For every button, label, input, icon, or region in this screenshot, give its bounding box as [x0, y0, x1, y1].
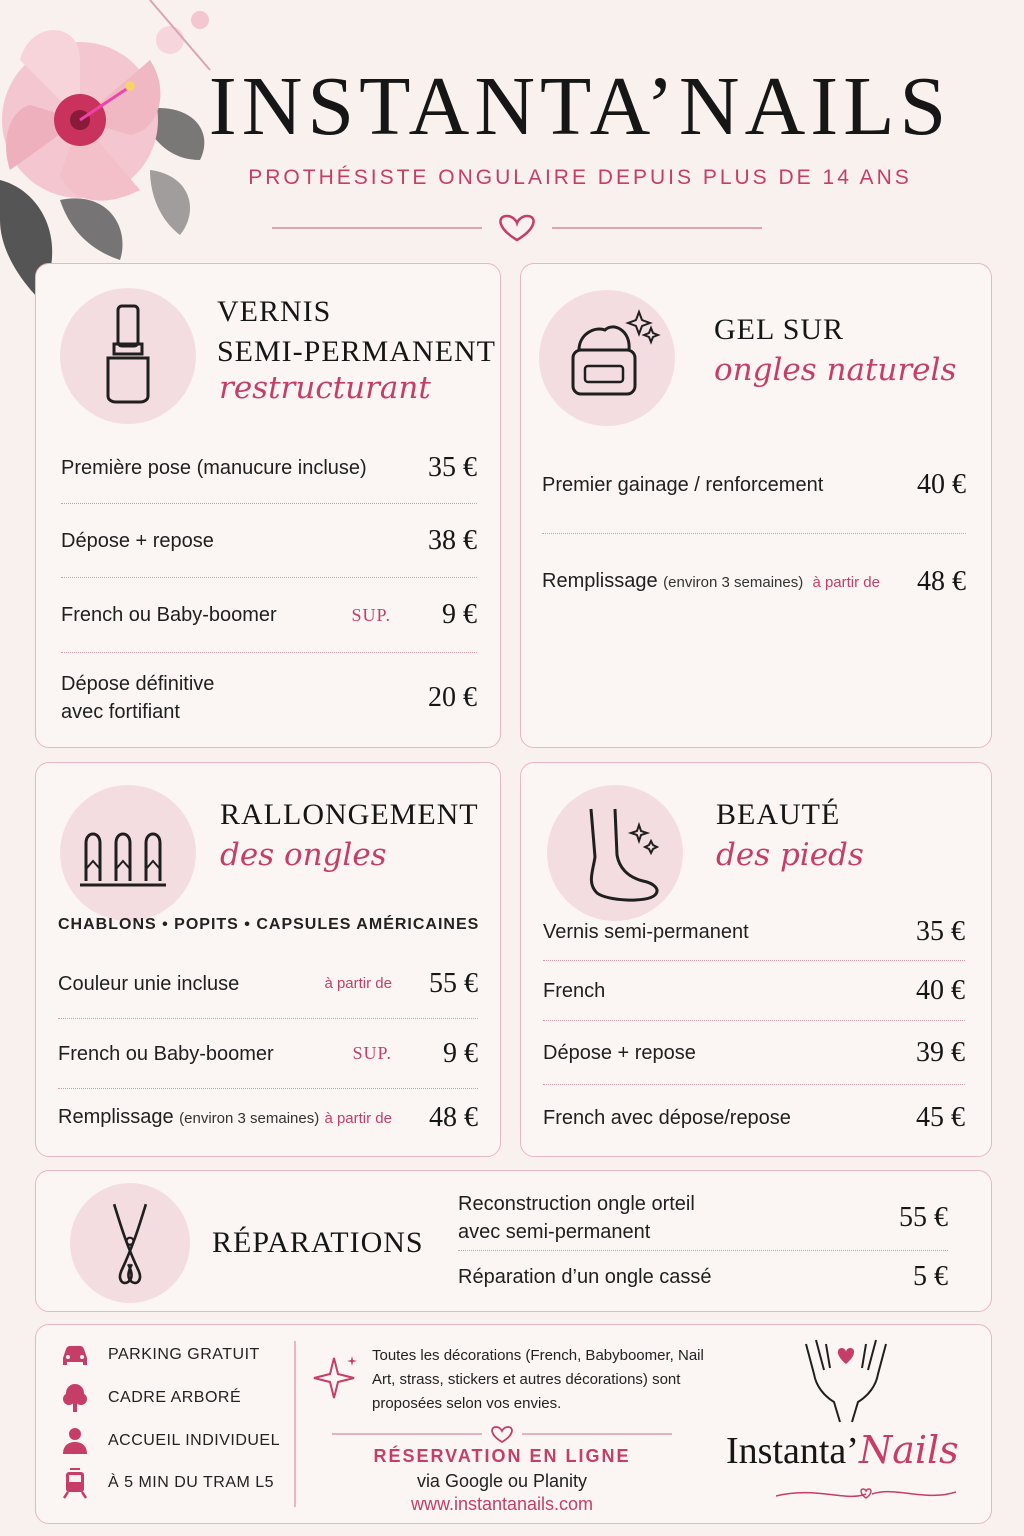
gel-script: ongles naturels: [714, 352, 957, 388]
row-label-line2: avec semi-permanent: [458, 1220, 651, 1243]
rallongement-card: [35, 762, 501, 1157]
row-label: French ou Baby-boomer: [58, 1042, 274, 1065]
brand-subtitle: PROTHÉSISTE ONGULAIRE DEPUIS PLUS DE 14 ANS: [248, 166, 912, 189]
row-price: 48 €: [429, 1102, 478, 1133]
rallongement-tagline: CHABLONS • POPITS • CAPSULES AMÉRICAINES: [58, 916, 480, 933]
gel-card: [520, 263, 992, 748]
price-row: [542, 436, 966, 534]
row-label: French ou Baby-boomer: [61, 604, 277, 626]
tram-icon: [58, 1466, 92, 1500]
footer-divider: [294, 1341, 296, 1507]
price-row: [58, 1019, 478, 1089]
row-label: Remplissage: [542, 570, 658, 592]
heart-divider: [272, 212, 762, 248]
row-price: 35 €: [916, 915, 965, 947]
pieds-card: [520, 762, 992, 1157]
row-price: 5 €: [913, 1261, 948, 1292]
row-label: Premier gainage / renforcement: [542, 473, 824, 496]
row-sup: SUP.: [351, 604, 391, 625]
row-price: 40 €: [916, 974, 965, 1006]
gel-title: GEL SUR: [714, 313, 845, 346]
row-price: 55 €: [899, 1201, 948, 1233]
price-row: [543, 903, 965, 961]
feature-label: ACCUEIL INDIVIDUEL: [108, 1432, 280, 1449]
website-link[interactable]: www.instantanails.com: [410, 1494, 594, 1514]
long-nails-icon: [60, 785, 196, 921]
row-price: 45 €: [916, 1102, 965, 1133]
feature-label: À 5 MIN DU TRAM L5: [108, 1474, 275, 1491]
nail-clipper-icon: [70, 1183, 190, 1303]
pieds-title: BEAUTÉ: [716, 798, 841, 831]
vernis-title-line2: SEMI-PERMANENT: [217, 335, 497, 368]
price-row: [61, 432, 477, 504]
row-price: 48 €: [917, 566, 966, 597]
row-note: (environ 3 semaines): [179, 1110, 320, 1127]
foot-icon: [547, 785, 683, 921]
price-row: [543, 1021, 965, 1085]
rallongement-script: des ongles: [220, 837, 387, 873]
hands-heart-logo-icon: [796, 1334, 896, 1426]
price-row: [58, 949, 478, 1019]
vernis-script: restructurant: [219, 370, 431, 406]
row-prefix: à partir de: [324, 975, 392, 992]
row-label: Première pose (manucure incluse): [61, 456, 367, 479]
row-price: 55 €: [429, 967, 478, 999]
decorations-text: Toutes les décorations (French, Babyboomer, Nail Art, strass, stickers et autres décorations) sont proposées selon vos envies.: [372, 1347, 704, 1412]
vernis-card: [35, 263, 501, 748]
reparations-card: [35, 1170, 992, 1312]
row-label-line1: Dépose définitive: [61, 673, 215, 695]
row-label: Vernis semi-permanent: [543, 920, 749, 943]
reparations-title: RÉPARATIONS: [212, 1226, 424, 1259]
row-sup: SUP.: [352, 1043, 392, 1063]
sparkle-icon: [312, 1352, 360, 1404]
feature-label: CADRE ARBORÉ: [108, 1389, 242, 1406]
row-label: Couleur unie incluse: [58, 972, 240, 995]
heart-divider-small: [332, 1424, 672, 1446]
booking-block: [332, 1446, 672, 1515]
row-price: 40 €: [917, 468, 966, 500]
row-prefix: à partir de: [812, 573, 880, 591]
logo-underline-heart: [776, 1478, 956, 1504]
row-label-line1: Reconstruction ongle orteil: [458, 1192, 695, 1215]
price-row: [543, 961, 965, 1021]
price-row: [543, 1085, 965, 1151]
tree-icon: [58, 1381, 92, 1415]
logo-part2: Nails: [858, 1428, 959, 1472]
brand-logo-text: [726, 1428, 986, 1473]
row-label: Réparation d’un ongle cassé: [458, 1266, 712, 1288]
price-row: [61, 656, 477, 740]
feature-accueil: [58, 1424, 280, 1458]
row-label-line2: avec fortifiant: [61, 701, 180, 723]
brand-title: INSTANTA’NAILS: [208, 60, 952, 153]
car-icon: [58, 1338, 92, 1372]
row-prefix: à partir de: [324, 1109, 392, 1127]
logo-part1: Instanta’: [726, 1430, 859, 1472]
row-price: 35 €: [428, 451, 477, 483]
price-row: [458, 1185, 948, 1251]
booking-via: via Google ou Planity: [416, 1471, 588, 1491]
price-row: [61, 578, 477, 653]
row-price: 39 €: [916, 1036, 965, 1068]
row-label: Remplissage: [58, 1106, 174, 1128]
nail-polish-icon: [60, 288, 196, 424]
row-label: French avec dépose/repose: [543, 1107, 791, 1129]
price-row: [458, 1255, 948, 1299]
feature-label: PARKING GRATUIT: [108, 1346, 260, 1363]
feature-tram: [58, 1466, 274, 1500]
cream-jar-icon: [539, 290, 675, 426]
row-note: (environ 3 semaines): [663, 574, 804, 591]
row-price: 20 €: [428, 682, 477, 713]
booking-title: RÉSERVATION EN LIGNE: [373, 1446, 631, 1466]
feature-parking: [58, 1338, 260, 1372]
price-row: [61, 504, 477, 578]
row-price: 9 €: [443, 1037, 478, 1069]
vernis-title-line1: VERNIS: [217, 295, 332, 328]
price-row: [542, 544, 966, 620]
pieds-script: des pieds: [716, 837, 864, 873]
row-label: French: [543, 979, 606, 1002]
feature-arbore: [58, 1381, 241, 1415]
person-icon: [58, 1424, 92, 1458]
row-label: Dépose + repose: [61, 529, 214, 552]
price-row: [58, 1089, 478, 1147]
row-label: Dépose + repose: [543, 1041, 696, 1064]
row-price: 38 €: [428, 524, 477, 556]
rallongement-title: RALLONGEMENT: [220, 798, 479, 831]
row-price: 9 €: [442, 599, 477, 630]
